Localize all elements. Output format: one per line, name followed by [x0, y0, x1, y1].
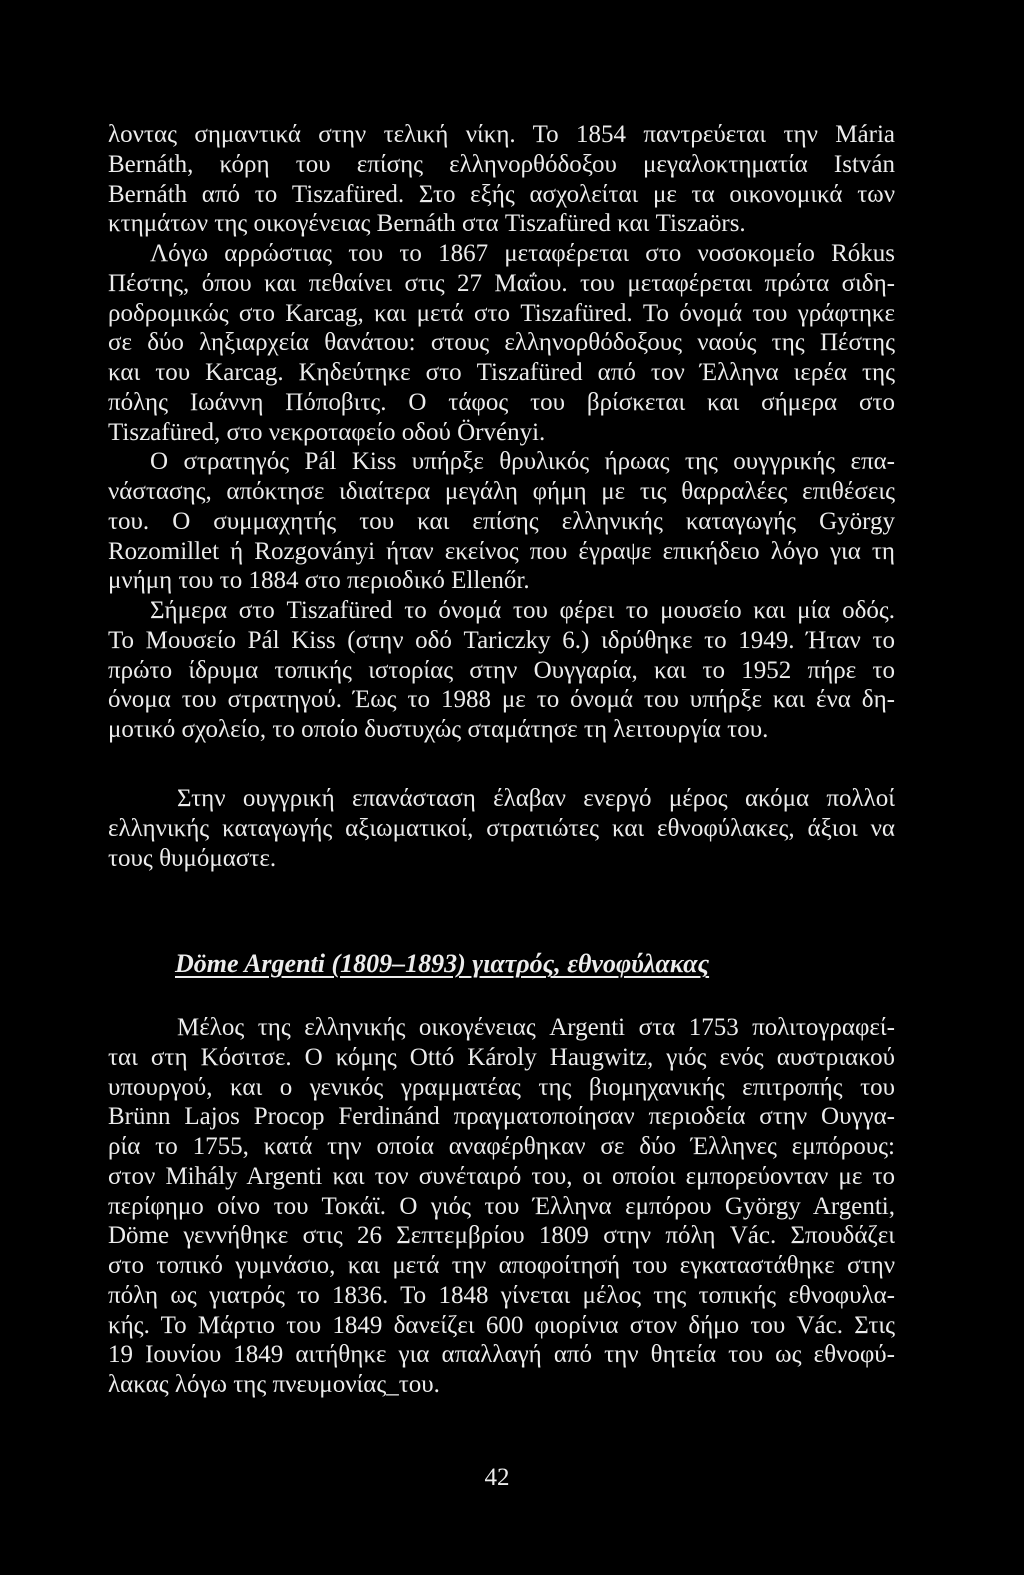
text-line: λακας λόγω της πνευμονίας_του.	[108, 1371, 440, 1398]
page-number: 42	[484, 1464, 510, 1491]
text-line: ρία το 1755, κατά την οποία αναφέρθηκαν σε δύο Έλληνες εμπόρους:	[108, 1133, 895, 1160]
text-line: Rozomillet ή Rozgoványi ήταν εκείνος που έγραψε επικήδειο λόγο για τη	[108, 537, 895, 565]
text-line: περίφημο οίνο του Τοκάϊ. Ο γιός του Έλληνα εμπόρου György Argenti,	[108, 1192, 895, 1220]
text-line: 19 Ιουνίου 1849 αιτήθηκε για απαλλαγή από την θητεία του ως εθνοφύ-	[108, 1341, 895, 1369]
text-line: σε δύο ληξιαρχεία θανάτου: στους ελληνορθόδοξους ναούς της Πέστης	[108, 329, 895, 357]
text-line: του. Ο συμμαχητής του και επίσης ελληνικής καταγωγής György	[108, 507, 895, 535]
text-line: Bernáth από το Tiszafüred. Στο εξής ασχολείται με τα οικονομικά των	[108, 180, 895, 208]
paragraph	[108, 120, 895, 239]
section-heading: Döme Argenti (1809–1893) γιατρός, εθνοφύλακας	[175, 949, 710, 978]
text-line: Λόγω αρρώστιας του το 1867 μεταφέρεται στο νοσοκομείο Rókus	[150, 240, 895, 267]
text-line: πόλη ως γιατρός το 1836. Το 1848 γίνεται μέλος της τοπικής εθνοφυλα-	[108, 1281, 895, 1309]
text-line: όνομα του στρατηγού. Έως το 1988 με το όνομά του υπήρξε και ένα δη-	[108, 686, 895, 714]
text-line: μοτικό σχολείο, το οποίο δυστυχώς σταμάτησε τη λειτουργία του.	[108, 716, 769, 743]
text-line: Στην ουγγρική επανάσταση έλαβαν ενεργό μέρος ακόμα πολλοί	[177, 785, 895, 812]
text-line: στον Mihály Argenti και τον συνέταιρό του, οι οποίοι εμπορεύονταν με το	[108, 1162, 895, 1190]
revolution-note	[108, 784, 895, 873]
paragraph	[108, 596, 895, 745]
text-line: πρώτο ίδρυμα τοπικής ιστορίας στην Ουγγαρία, και το 1952 πήρε το	[108, 656, 895, 684]
text-line: νάστασης, απόκτησε ιδιαίτερα μεγάλη φήμη με τις θαρραλέες επιθέσεις	[108, 478, 895, 505]
text-line: τους θυμόμαστε.	[108, 844, 277, 872]
text-line: και του Karcag. Κηδεύτηκε στο Tiszafüred από τον Έλληνα ιερέα της	[108, 359, 895, 386]
text-line: στο τοπικό γυμνάσιο, και μετά την αποφοίτησή του εγκαταστάθηκε στην	[108, 1252, 895, 1279]
text-line: κής. Το Μάρτιο του 1849 δανείζει 600 φιορίνια στον δήμο του Vác. Στις	[108, 1311, 895, 1339]
argenti-section	[108, 1013, 895, 1400]
text-line: υπουργού, και ο γενικός γραμματέας της βιομηχανικής επιτροπής του	[108, 1073, 895, 1101]
text-line: Brünn Lajos Procop Ferdinánd πραγματοποίησαν περιοδεία στην Ουγγα-	[108, 1103, 895, 1131]
text-line: μνήμη του το 1884 στο περιοδικό Ellenőr.	[108, 567, 530, 595]
text-line: κτημάτων της οικογένειας Bernáth στα Tiszafüred και Tiszaörs.	[108, 210, 746, 238]
text-line: Σήμερα στο Tiszafüred το όνομά του φέρει το μουσείο και μία οδός.	[150, 597, 895, 624]
paragraph	[108, 784, 895, 873]
paragraph	[108, 447, 895, 596]
paragraph	[108, 239, 895, 447]
text-line: Bernáth, κόρη του επίσης ελληνορθόδοξου μεγαλοκτηματία István	[108, 150, 895, 178]
text-line: Το Μουσείο Pál Kiss (στην οδό Tariczky 6.) ιδρύθηκε το 1949. Ήταν το	[108, 626, 895, 654]
text-line: ται στη Κόσιτσε. Ο κόμης Ottó Károly Haugwitz, γιός ενός αυστριακού	[108, 1043, 895, 1071]
text-line: Πέστης, όπου και πεθαίνει στις 27 Μαΐου. του μεταφέρεται πρώτα σιδη-	[108, 269, 895, 297]
text-line: πόλης Ιωάννη Πόποβιτς. Ο τάφος του βρίσκεται και σήμερα στο	[108, 388, 895, 416]
text-line: Tiszafüred, στο νεκροταφείο οδού Örvényi.	[108, 418, 546, 446]
text-line: ελληνικής καταγωγής αξιωματικοί, στρατιώτες και εθνοφύλακες, άξιοι να	[108, 814, 895, 842]
text-line: ροδρομικώς στο Karcag, και μετά στο Tiszafüred. Το όνομά του γράφτηκε	[108, 299, 895, 327]
text-line: Ο στρατηγός Pál Kiss υπήρξε θρυλικός ήρωας της ουγγρικής επα-	[150, 448, 895, 476]
main-text	[108, 120, 895, 745]
text-line: Μέλος της ελληνικής οικογένειας Argenti στα 1753 πολιτογραφεί-	[177, 1014, 895, 1041]
paragraph	[108, 1013, 895, 1400]
text-line: Döme γεννήθηκε στις 26 Σεπτεμβρίου 1809 στην πόλη Vác. Σπουδάζει	[108, 1222, 895, 1250]
text-line: λοντας σημαντικά στην τελική νίκη. Το 1854 παντρεύεται την Mária	[108, 121, 895, 148]
